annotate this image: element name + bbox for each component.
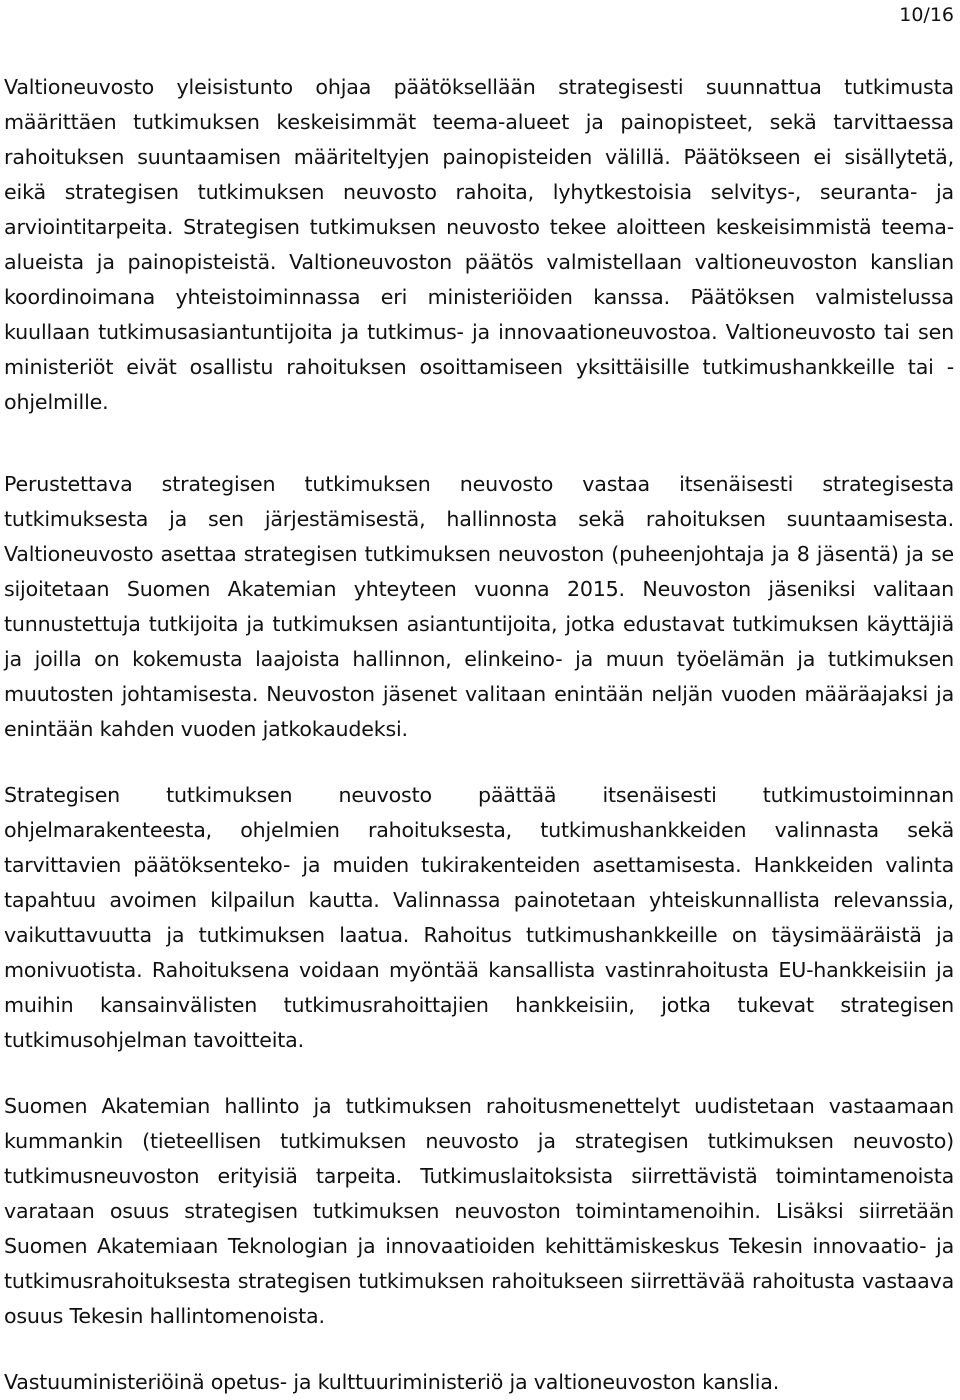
paragraph-research-council: Perustettava strategisen tutkimuksen neuvosto vastaa itsenäisesti strategisesta tutkimuksesta ja sen järjestämisestä, hallinnosta sekä rahoituksen suuntaamisesta. Valtioneuvosto asettaa strategisen tutkimuksen neuvoston (puheenjohtaja ja 8 jäsentä) ja se sijoitetaan Suomen Akatemian yhteyteen vuonna 2015. Neuvoston jäseniksi valitaan tunnustettuja tutkijoita ja tutkimuksen asiantuntijoita, jotka edustavat tutkimuksen käyttäjiä ja joilla on kokemusta laajoista hallinnon, elinkeino- ja muun työelämän ja tutkimuksen muutosten johtamisesta. Neuvoston jäsenet valitaan enintään neljän vuoden määräajaksi ja enintään kahden vuoden jatkokaudeksi.: [4, 472, 954, 741]
page-number: 10/16: [899, 4, 954, 26]
document-body: [4, 70, 954, 1400]
paragraph-responsible-ministries: Vastuuministeriöinä opetus- ja kulttuuriministeriö ja valtioneuvoston kanslia.: [4, 1370, 780, 1394]
paragraph-decision-guidance: Valtioneuvosto yleisistunto ohjaa päätöksellään strategisesti suunnattua tutkimusta määrittäen tutkimuksen keskeisimmät teema-alueet ja painopisteet, sekä tarvittaessa rahoituksen suuntaamisen määriteltyjen painopisteiden välillä. Päätökseen ei sisällytetä, eikä strategisen tutkimuksen neuvosto rahoita, lyhytkestoisia selvitys-, seuranta- ja arviointitarpeita. Strategisen tutkimuksen neuvosto tekee aloitteen keskeisimmistä teema-alueista ja painopisteistä. Valtioneuvoston päätös valmistellaan valtioneuvoston kanslian koordinoimana yhteistoiminnassa eri ministeriöiden kanssa. Päätöksen valmistelussa kuullaan tutkimusasiantuntijoita ja tutkimus- ja innovaationeuvostoa. Valtioneuvosto tai sen ministeriöt eivät osallistu rahoituksen osoittamiseen yksittäisille tutkimushankkeille tai -ohjelmille.: [4, 75, 954, 414]
paragraph-academy-reform: Suomen Akatemian hallinto ja tutkimuksen rahoitusmenettelyt uudistetaan vastaamaan kummankin (tieteellisen tutkimuksen neuvosto ja strategisen tutkimuksen neuvosto) tutkimusneuvoston erityisiä tarpeita. Tutkimuslaitoksista siirrettävistä toimintamenoista varataan osuus strategisen tutkimuksen neuvoston toimintamenoihin. Lisäksi siirretään Suomen Akatemiaan Teknologian ja innovaatioiden kehittämiskeskus Tekesin innovaatio- ja tutkimusrahoituksesta strategisen tutkimuksen rahoitukseen siirrettävää rahoitusta vastaava osuus Tekesin hallintomenoista.: [4, 1094, 954, 1328]
paragraph-program-decisions: Strategisen tutkimuksen neuvosto päättää itsenäisesti tutkimustoiminnan ohjelmarakenteesta, ohjelmien rahoituksesta, tutkimushankkeiden valinnasta sekä tarvittavien päätöksenteko- ja muiden tukirakenteiden asettamisesta. Hankkeiden valinta tapahtuu avoimen kilpailun kautta. Valinnassa painotetaan yhteiskunnallista relevanssia, vaikuttavuutta ja tutkimuksen laatua. Rahoitus tutkimushankkeille on täysimääräistä ja monivuotista. Rahoituksena voidaan myöntää kansallista vastinrahoitusta EU-hankkeisiin ja muihin kansainvälisten tutkimusrahoittajien hankkeisiin, jotka tukevat strategisen tutkimusohjelman tavoitteita.: [4, 783, 954, 1052]
